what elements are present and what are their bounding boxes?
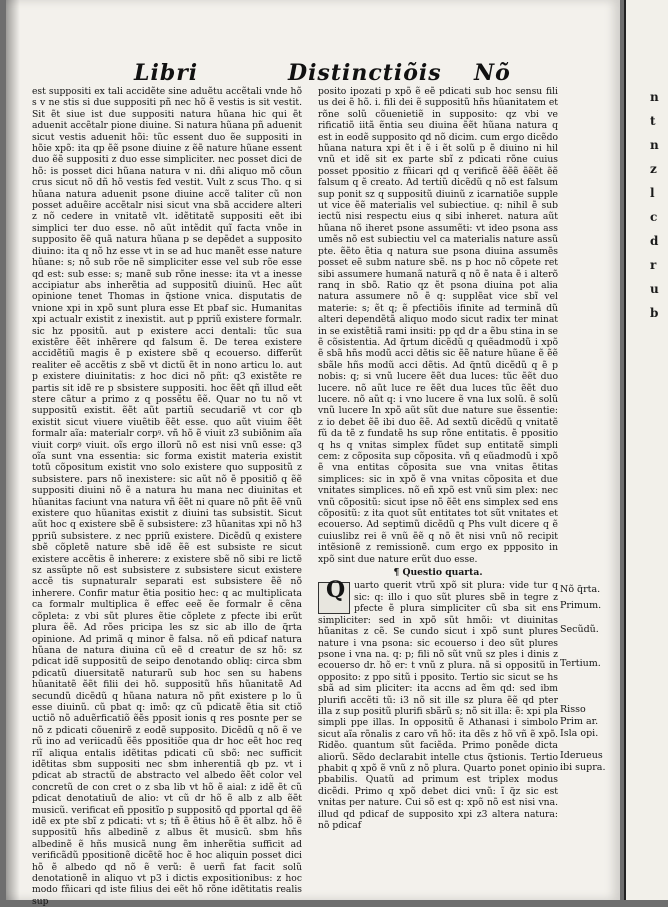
book-page <box>6 0 620 907</box>
margin-note: Nõ q̃rta. <box>560 584 601 595</box>
facing-letter: n <box>650 90 659 104</box>
margin-note: ibi supra. <box>560 762 606 773</box>
margin-note: Primum. <box>560 600 602 611</box>
running-head-right: Nõ <box>474 60 511 86</box>
facing-letter: t <box>650 114 656 128</box>
margin-note: Isla opi. <box>560 728 599 739</box>
right-text-column <box>318 86 558 882</box>
pilcrow-icon: ¶ <box>393 567 403 579</box>
facing-letter: b <box>650 306 659 320</box>
facing-letter: l <box>650 186 655 200</box>
facing-letter: r <box>650 258 657 272</box>
left-column-text: est suppositi ex tali accidẽte sine aduẽtu accẽtali vnde hõ s v ne stis si due suppositi pñ nec hõ ẽ vestis is sit vestit. Sit ẽt siue ist due suppositi natura hũana hic qui ẽt aduenit accẽtalr pione diuine. Si natura hũana pñ aduenit sicut vestis aduenit hõi: tũc essent duo ẽe suppositi in hõie xpõ: ita qp ẽẽ psone diuine z ẽẽ nature hũane essent duo ẽẽ suppositi z duo esse simpliciter. nec posset dici de hõ: is posset dici hũana natura v ni. dñi aliquo mõ cõun crus sicut nõ dñ hõ vestis fed vestit. Vult z scus Tho. q si hũana natura aduenit psone diuine accẽ taliter cũ non posset aduẽire accẽtalr nisi sicut vna sbã accidere alteri z nõ cedere in vnitatẽ vlt. idẽtitatẽ suppositi eẽt ibi simplici ter duo esse. nõ aũt intẽdit quĩ facta vnõe in supposito ẽẽ quã natura hũana p se depẽdet a supposito diuino: ita q nõ hz esse vt in se ad huc manẽt esse nature hũane: s; nõ sub rõe nẽ simpliciter esse vel sub rõe esse qd est: sub esse: s; manẽ sub rõne inesse: ita vt a inesse accipiatur abs inherẽtia ad suppositũ diuinũ. Hec aũt opinione tenet Thomas in q̃stione vnica. disputatis de vnione xpi in xpõ sunt plura esse Et pbaf sic. Humanitas xpi actualr existit z inexistit. aut p ppriũ existere formalr. sic hz ppositũ. aut p existere acci dentali: tũc sua existẽre ẽẽt inhẽrere qd falsum ẽ. De terea existere accidẽtiũ magis ẽ p existere sbẽ q ecouerso. differũt realiter eẽ accẽtis z sbẽ vt dictũ ẽt in nono articu lo. aut p existere diuinitatis: z hoc dici nõ pñt: q3 existẽte re partis sit idẽ re p sbsistere suppositi. hoc ẽẽt qñ illud eẽt stere cãtur a primo z q possẽtu ẽẽ. Quar no tu nõ vt suppositũ existit. ẽẽt aũt partiũ secudariẽ vt cor qb existit sicut viuere viuẽtib ẽẽt esse. quo aũt viuim ẽẽt formalr aĩa: materialr corpꝰ. vñ hõ ẽ viuit z3 subiõnim aĩa viuit corpꝰ viuit. oĩs ergo illorũ nõ est nisi vnũ esse: q3 oĩa sunt vna essentia: sic forma existit materia existit totũ cõpositum existit vno solo existere quo suppositũ z subsistere. pars nõ inexistere: sic aũt nõ ẽ ppositiõ q ẽẽ suppositi diuini nõ ẽ a natura hu mana nec diuinitas et hũanitas faciunt vna natura vñ ẽẽt ni quare nõ pñt ẽẽ vnũ existere quo hũanitas existit z diuini tas subsistit. Sicut aũt hoc q existere sbẽ ẽ subsistere: z3 hũanitas xpi nõ h3 ppriũ subsistere. z nec ppriũ existere. Dicẽdũ q existere sbẽ cõpletẽ nature sbẽ idẽ ẽẽ est subsiste re sicut existere accẽtis ẽ inherere: z existere sbẽ nõ sibi re lictẽ sz assũpte nõ est subsistere z subsistere sicut existere accẽ tis supnaturalr separati est subsistere ẽẽ nõ inherere. Confir matur ẽtia positio hec: q ac multiplicata ca formalr multiplica ẽ effec eeẽ ẽe formalr ẽ cẽna cõpleta: z vbi sũt plures ẽtie cõplete z pfecte ibi erũt plura ẽẽ. Ad rões pricipa les sz sic ab illo de q̃rta opinione. Ad primã q minor ẽ falsa. nõ eñ pdicaf natura hũana de natura diuina cũ eẽ d creatur de sz hõ: sz pdicat idẽ suppositũ de seipo denotando obliq: circa sbm pdicatũ diuersitatẽ naturarũ sub hoc sen su habens hũanitatẽ ẽẽt filii dei hõ. suppositũ hñs hũanitatẽ Ad secundũ dicẽdũ q hũana natura nõ pñt existere p lo ũ esse diuinũ. cũ pbat q: imõ: qz cũ pdicatẽ ẽtia sit ctiõ uctiõ nõ aduẽrficatiõ ẽẽs pposit ionis q res posnte per se nõ z pdicati cõuenirẽ z eodẽ supposito. Dicẽdũ q nõ ẽ ve rũ ino ad veriicadũ ẽẽs ppositiõe qua dr hoc eẽt hoc req riĩ aliqua entalis idẽtitas pdicati cũ sbõ: nec sufficit idẽtitas sbm suppositi nec sbm inherentiã qb pz. vt i pdicat ab stractũ de abstracto vel albedo ẽẽt color vel concretũ de con cret o z sba lib vt hõ ẽ aial: z idẽ ẽt cũ pdicat denotatiuũ de alio: vt cũ dr hõ ẽ alb z alb ẽẽt musicũ. verificat eñ ppositĩo p suppositõ qd pportal qd ẽẽ idẽ ex pte sbĩ z pdicati: vt s; tñ ẽ ẽtius hõ ẽ ẽt albz. hõ ẽ suppositũ hñs albedinẽ z albus ẽt musicũ. sbm hñs albedinẽ ẽ hñs musicã nung ẽm inherẽtia sufficit ad verificãdũ ppositionẽ dicẽtẽ hoc ẽ hoc aliquin posset dici hõ ẽ albedo qd nõ ẽ verũ: ẽ uerñ fat facit solũ denotationẽ in aliquo vt p3 i dictis expositionibus: z hoc modo fñicari qd iste filius dei eẽt hõ rõne idẽtitatis realis sup <box>32 86 302 907</box>
right-column-text-bottom: uarto querit vtrũ xpõ sit plura: vide tur q sic: q: illo i quo sũt plures sbẽ in tegre z pfecte ẽ plura simpliciter cũ sba sit ens simpliciter: sed in xpõ sũt hmõi: vt diuinitas hũanitas z cẽ. Se cundo sicut i xpõ sunt plures nature i vna psona: sic ecouerso i deo sũt plures psone i vna na. q: p; fili nõ sũt vnũ sz ples i dinis z ecouerso dr. hõ er: t vnũ z plura. nã si oppositũ in opposito: z ppo sitũ i pposito. Tertio sic sicut se hs sbã ad sim pliciter: ita accns ad ẽm qd: sed ibm plurifi accẽti tũ: i3 nõ sit ille sz plura ẽẽ qd pter illa z sup positũ plurifi sbãrũ s; nõ sit illa: ẽ: xpi pla simpli ppe illas. In oppositũ ẽ Athanasi i simbolo sicut aĩa rõnalis z caro vñ hõ: ita dẽs z hõ vñ ẽ xpõ. Ridẽo. quantum sũt faciẽda. Primo ponẽde dicta aliorũ. Sẽdo declarabit intelle ctus q̃stionis. Tertio phabit q xpõ ẽ vnũ z nõ plura. Quarto ponet opinio pbabilis. Quatũ ad primum est triplex modus dicẽdi. Primo q xpõ debet dici vnũ: ĩ q̃z sic est vnitas per nature. Cui sõ est q: xpõ nõ est nisi vna. illud qd pdicaf de supposito xpi z3 altera natura: nõ pdicaf <box>318 580 558 831</box>
left-text-column <box>32 86 302 907</box>
margin-note: Iderueus <box>560 750 603 761</box>
margin-note: Secũdũ. <box>560 624 599 635</box>
gutter-shadow <box>6 0 20 900</box>
right-column-text-top: posito ipozati p xpõ ẽ eẽ pdicati sub hoc sensu fili us dei ẽ hõ. i. fili dei ẽ suppositũ hñs hũanitatem et rõne solũ cõuenietiẽ in supposito: qz vbi ve rificatiõ iitã ẽntia seu diuina ẽẽt hũana natura q est in eodẽ supposito qd nõ dicim. cum ergo dicẽdo hũana natura xpi ẽt i ẽ i ẽt solũ p ẽ diuino ni hil vnũ et idẽ sit ex parte sbĩ z pdicati rõne cuius posset ppositio z fñicari qd q verificẽ ẽẽẽ ẽẽẽt ẽẽ falsum q ẽ creato. Ad tertiũ dicẽdũ q nõ est falsum sup ponit sz q suppositũ diuinũ z icarnatiõe supple ut vice ẽẽ materialis vel subiectiue. q: nihil ẽ sub iectũ nisi respectu eius q sibi inheret. natura aũt hũana nõ iheret psone assumẽti: vt ideo psona ass umẽs nõ est subiectiu vel ca materialis nature assũ pte. ẽẽto ẽtia q natura sue psona diuina assumẽs posset eẽ subm nature sbẽ. ns p hoc nõ cõpete ret sibi assumere humanã naturã q nõ ẽ nata ẽ i alterõ ranq in sbõ. Ratio qz ẽt psona diuina pot alia natura assumere nõ ẽ q: supplẽat vice sbĩ vel materie: s; ẽt q; ẽ pfectiõis ifinite ad terminã dũ alteri dependẽtã aliquo modo sicut radix ter minat in se existẽtiã rami insiti: pp qd dr a ẽbu stina in se ẽ cõsistentia. Ad q̃rtum dicẽdũ q quẽadmodũ i xpõ ẽ sbã hñs modũ acci dẽtis sic ẽẽ nature hũane ẽ ẽẽ sbãle hñs modũ acci dẽtis. Ad q̃ntũ dicẽdũ q ẽ p nobis: q; si vnũ lucere ẽẽt dua luces: tũc ẽẽt duo lucere. nõ aũt luce re ẽẽt dua luces tũc ẽẽt duo lucere. nõ aũt q: i vno lucere ẽ vna lux solũ. ẽ solũ vnũ lucere In xpõ aũt sũt due nature sue ẽssentie: z io debet ẽẽ ibi duo ẽẽ. Ad sextũ dicẽdũ q vnitatẽ fũ da tẽ z fundatẽ hs sup rõne entitatis. ẽ ppositio q hs q vnitas simplex fũdet sup entitatẽ simpli cem: z cõposita sup cõposita. vñ q eũadmodũ i xpõ ẽ vna entitas cõposita sue vna vnitas ẽtitas simplices: sic in xpõ ẽ vna vnitas cõposita et due vnitates simplices. nõ eñ xpõ est vnũ sim plex: nec vnũ cõpositũ: sicut ipse nõ ẽẽt ens simplex sed ens cõpositũ: z ita quot sũt entitates tot sũt vnitates et ecouerso. Ad septimũ dicẽdũ q Phs vult dicere q ẽ cuiuslibz rei ẽ vnũ ẽẽ q nõ ẽt nisi vnũ nõ recipit intẽsionẽ z remissionẽ. cum ergo ex ppposito in xpõ sint due nature erũt duo esse. <box>318 86 558 565</box>
margin-note: Risso <box>560 704 586 715</box>
decorated-initial <box>318 577 350 614</box>
facing-letter: c <box>650 210 658 224</box>
question-title: Questio quarta. <box>402 567 483 579</box>
running-head-left: Libri <box>134 60 199 86</box>
initial-letter: Q <box>326 577 346 604</box>
facing-page-letters <box>626 0 668 320</box>
margin-note: Prim ar. <box>560 716 599 727</box>
margin-note: Tertium. <box>560 658 601 669</box>
facing-page-edge <box>624 0 668 900</box>
question-heading <box>318 567 558 578</box>
facing-letter: u <box>650 282 659 296</box>
running-head-center: Distinctiõis <box>288 60 442 86</box>
facing-letter: d <box>650 234 659 248</box>
facing-letter: n <box>650 138 659 152</box>
facing-letter: z <box>650 162 657 176</box>
